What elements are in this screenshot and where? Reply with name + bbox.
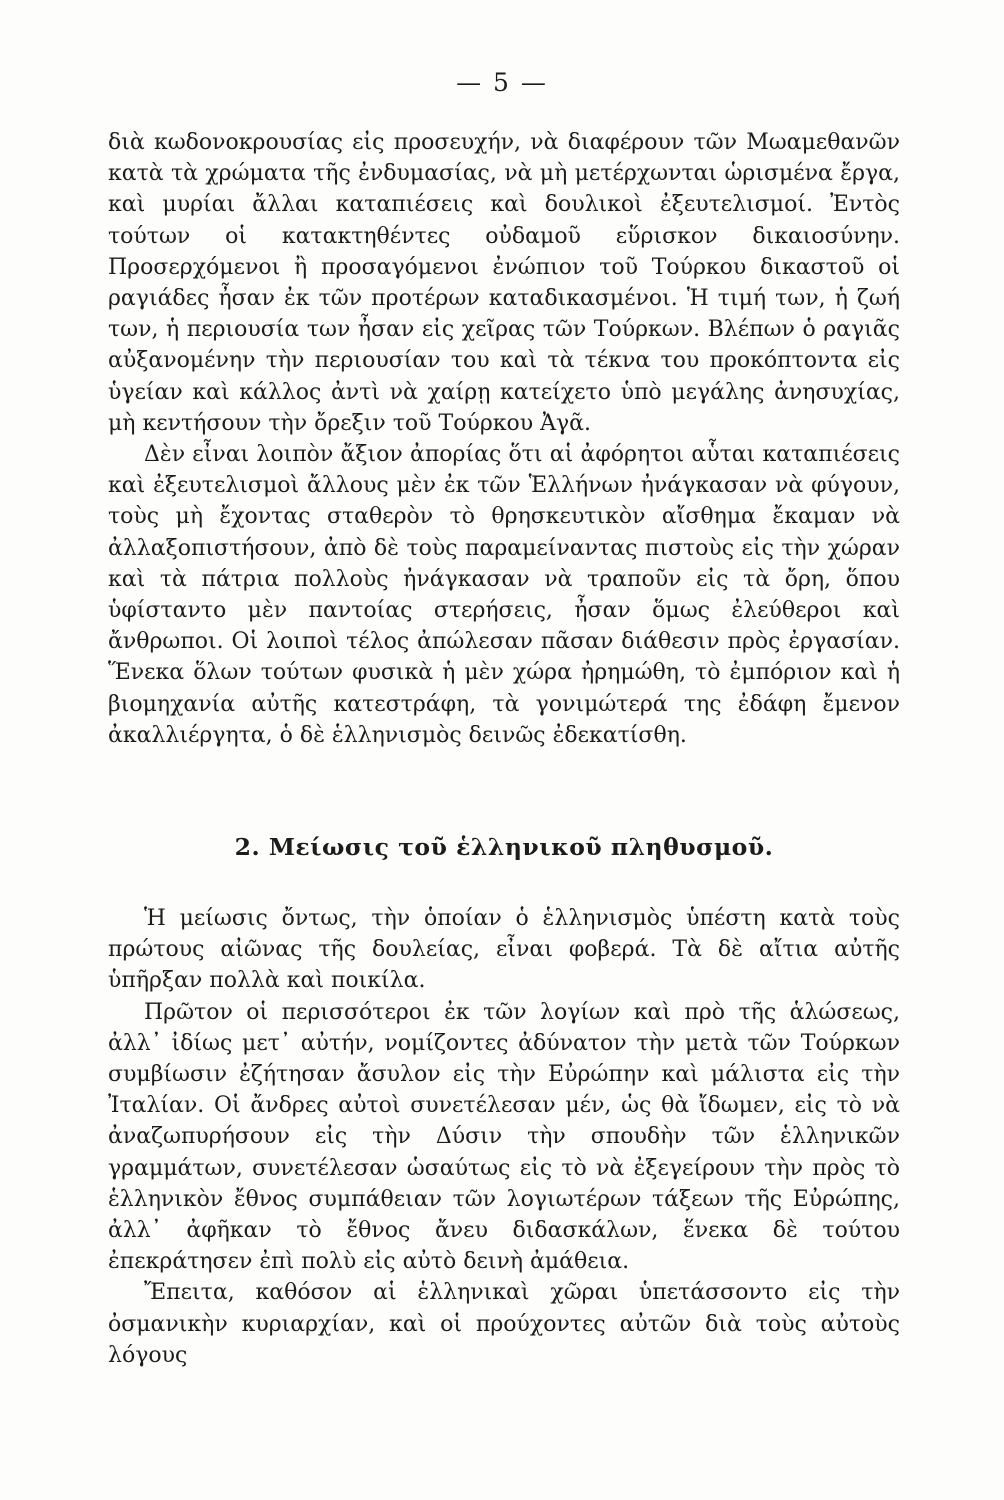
section-heading: 2. Μείωσις τοῦ ἑλληνικοῦ πληθυσμοῦ. (234, 833, 774, 861)
paragraph-continuation: διὰ κωδονοκρουσίας εἰς προσευχήν, νὰ διαφέρουν τῶν Μωαμεθανῶν κατὰ τὰ χρώματα τῆς ἐνδυμασίας, νὰ μὴ μετέρχωνται ὡρισμένα ἔργα, καὶ μυρίαι ἄλλαι καταπιέσεις καὶ δουλικοὶ ἐξευτελισμοί. Ἐντὸς τούτων οἱ κατακτηθέντες οὐδαμοῦ εὕρισκον δικαιοσύνην. Προσερχόμενοι ἢ προσαγόμενοι ἐνώπιον τοῦ Τούρκου δικαστοῦ οἱ ραγιάδες ἦσαν ἐκ τῶν προτέρων καταδικασμένοι. Ἡ τιμή των, ἡ ζωή των, ἡ περιουσία των ἦσαν εἰς χεῖρας τῶν Τούρκων. Βλέπων ὁ ραγιᾶς αὐξανομένην τὴν περιουσίαν του καὶ τὰ τέκνα του προκόπτοντα εἰς ὑγείαν καὶ κάλλος ἀντὶ νὰ χαίρῃ κατείχετο ὑπὸ μεγάλης ἀνησυχίας, μὴ κεντήσουν τὴν ὄρεξιν τοῦ Τούρκου Ἀγᾶ. (108, 130, 900, 436)
paragraph: Δὲν εἶναι λοιπὸν ἄξιον ἀπορίας ὅτι αἱ ἀφόρητοι αὗται καταπιέσεις καὶ ἐξευτελισμοὶ ἄλλους μὲν ἐκ τῶν Ἑλλήνων ἠνάγκασαν νὰ φύγουν, τοὺς μὴ ἔχοντας σταθερὸν τὸ θρησκευτικὸν αἴσθημα ἔκαμαν νὰ ἀλλαξοπιστήσουν, ἀπὸ δὲ τοὺς παραμείναντας πιστοὺς εἰς τὴν χώραν καὶ τὰ πάτρια πολλοὺς ἠνάγκασαν νὰ τραποῦν εἰς τὰ ὄρη, ὅπου ὑφίσταντο μὲν παντοίας στερήσεις, ἦσαν ὅμως ἐλεύθεροι καὶ ἄνθρωποι. Οἱ λοιποὶ τέλος ἀπώλεσαν πᾶσαν διάθεσιν πρὸς ἐργασίαν. Ἕνεκα ὅλων τούτων φυσικὰ ἡ μὲν χώρα ἠρημώθη, τὸ ἐμπόριον καὶ ἡ βιομηχανία αὐτῆς κατεστράφη, τὰ γονιμώτερά της ἐδάφη ἔμενον ἀκαλλιέργητα, ὁ δὲ ἑλληνισμὸς δεινῶς ἐδεκατίσθη. (108, 442, 900, 748)
text-block-after-heading (108, 903, 900, 1371)
paragraph: Ἔπειτα, καθόσον αἱ ἑλληνικαὶ χῶραι ὑπετάσσοντο εἰς τὴν ὀσμανικὴν κυριαρχίαν, καὶ οἱ προύχοντες αὐτῶν διὰ τοὺς αὐτοὺς λόγους (108, 1280, 900, 1368)
paragraph: Πρῶτον οἱ περισσότεροι ἐκ τῶν λογίων καὶ πρὸ τῆς ἁλώσεως, ἀλλ᾽ ἰδίως μετ᾽ αὐτήν, νομίζοντες ἀδύνατον τὴν μετὰ τῶν Τούρκων συμβίωσιν ἐζήτησαν ἄσυλον εἰς τὴν Εὐρώπην καὶ μάλιστα εἰς τὴν Ἰταλίαν. Οἱ ἄνδρες αὐτοὶ συνετέλεσαν μέν, ὡς θὰ ἴδωμεν, εἰς τὸ νὰ ἀναζωπυρήσουν εἰς τὴν Δύσιν τὴν σπουδὴν τῶν ἑλληνικῶν γραμμάτων, συνετέλεσαν ὡσαύτως εἰς τὸ νὰ ἐξεγείρουν τὴν πρὸς τὸ ἑλληνικὸν ἔθνος συμπάθειαν τῶν λογιωτέρων τάξεων τῆς Εὐρώπης, ἀλλ᾽ ἀφῆκαν τὸ ἔθνος ἄνευ διδασκάλων, ἕνεκα δὲ τούτου ἐπεκράτησεν ἐπὶ πολὺ εἰς αὐτὸ δεινὴ ἀμάθεια. (108, 999, 900, 1275)
page-number: — 5 — (456, 68, 548, 97)
paragraph: Ἡ μείωσις ὄντως, τὴν ὁποίαν ὁ ἑλληνισμὸς ὑπέστη κατὰ τοὺς πρώτους αἰῶνας τῆς δουλείας, εἶναι φοβερά. Τὰ δὲ αἴτια αὐτῆς ὑπῆρξαν πολλὰ καὶ ποικίλα. (108, 906, 900, 994)
text-block-before-heading (108, 127, 900, 751)
